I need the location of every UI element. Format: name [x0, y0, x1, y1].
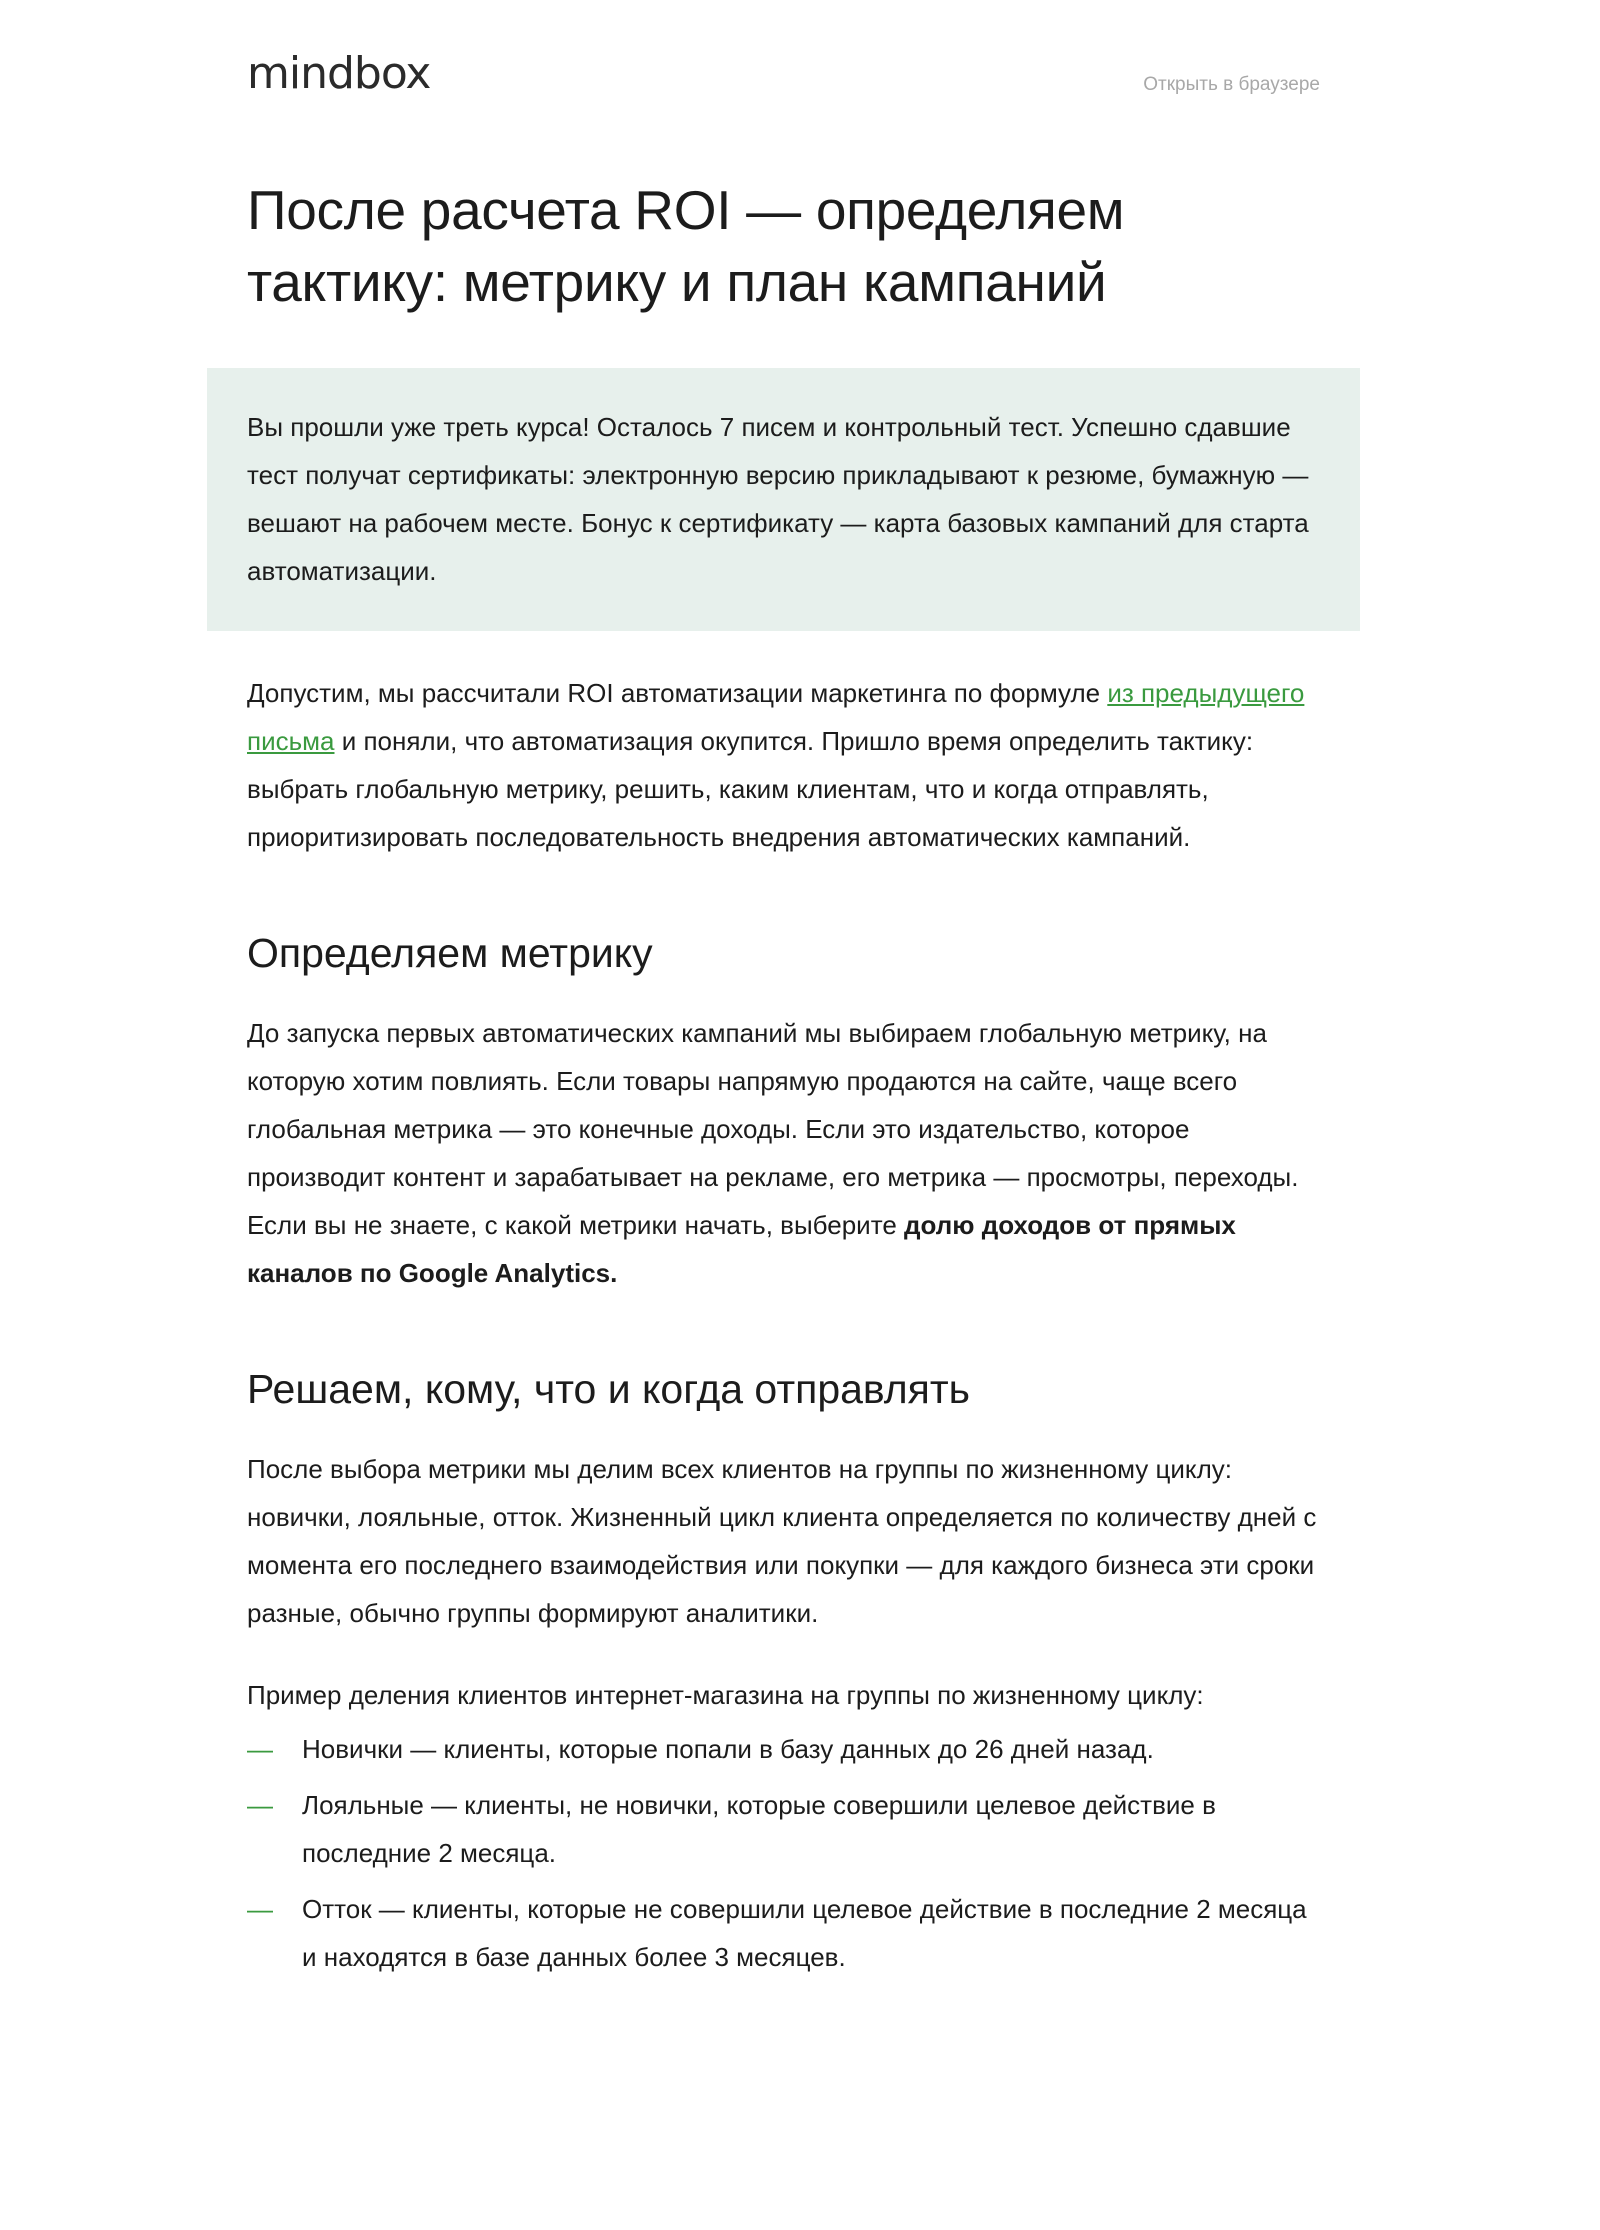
- previous-letter-link[interactable]: из предыдущего письма: [247, 678, 1305, 756]
- email-container: [207, 0, 1360, 1989]
- send-section-heading: Решаем, кому, что и когда отправлять: [247, 1366, 971, 1412]
- lifecycle-groups-list: [247, 1725, 1320, 1981]
- dash-marker: —: [247, 1894, 273, 1924]
- mindbox-logo[interactable]: mindbox: [247, 48, 431, 99]
- course-progress-notice: [207, 368, 1360, 631]
- lifecycle-paragraph: После выбора метрики мы делим всех клиентов на группы по жизненному циклу: новички, лояльные, отток. Жизненный цикл клиента определяется по количеству дней с момента его последнего взаимодействия или покупки — для каждого бизнеса эти сроки разные, обычно группы формируют аналитики.: [247, 1454, 1317, 1628]
- notice-text: Вы прошли уже треть курса! Осталось 7 писем и контрольный тест. Успешно сдавшие тест получат сертификаты: электронную версию прикладывают к резюме, бумажную — вешают на рабочем месте. Бонус к сертификату — карта базовых кампаний для старта автоматизации.: [247, 412, 1309, 586]
- email-title: После расчета ROI — определяем тактику: метрику и план кампаний: [247, 179, 1125, 313]
- metric-paragraph: [247, 1009, 1320, 1297]
- intro-text-before-link: Допустим, мы рассчитали ROI автоматизации маркетинга по формуле: [247, 678, 1108, 708]
- dash-marker: —: [247, 1790, 273, 1820]
- list-item-text: Отток — клиенты, которые не совершили целевое действие в последние 2 месяца и находятся в базе данных более 3 месяцев.: [302, 1894, 1307, 1972]
- intro-paragraph: [247, 669, 1320, 861]
- list-item-text: Лояльные — клиенты, не новички, которые совершили целевое действие в последние 2 месяца.: [302, 1790, 1216, 1868]
- open-in-browser-link[interactable]: Открыть в браузере: [1143, 74, 1320, 95]
- example-paragraph: Пример деления клиентов интернет-магазина на группы по жизненному циклу:: [247, 1680, 1204, 1710]
- email-body: [207, 669, 1360, 1981]
- metric-bold-text: долю доходов от прямых каналов по Google Analytics.: [247, 1210, 1236, 1288]
- email-header: [207, 0, 1360, 160]
- list-item: [247, 1885, 1320, 1981]
- metric-text: До запуска первых автоматических кампаний мы выбираем глобальную метрику, на которую хотим повлиять. Если товары напрямую продаются на сайте, чаще всего глобальная метрика — это конечные доходы. Если это издательство, которое производит контент и зарабатывает на рекламе, его метрика — просмотры, переходы. Если вы не знаете, с какой метрики начать, выберите: [247, 1018, 1299, 1240]
- dash-marker: —: [247, 1734, 273, 1764]
- intro-text-after-link: и поняли, что автоматизация окупится. Пришло время определить тактику: выбрать глобальную метрику, решить, каким клиентам, что и когда отправлять, приоритизировать последовательность внедрения автоматических кампаний.: [247, 726, 1254, 852]
- metric-section-heading: Определяем метрику: [247, 930, 653, 976]
- list-item: [247, 1725, 1320, 1773]
- list-item: [247, 1781, 1320, 1877]
- list-item-text: Новички — клиенты, которые попали в базу данных до 26 дней назад.: [302, 1734, 1154, 1764]
